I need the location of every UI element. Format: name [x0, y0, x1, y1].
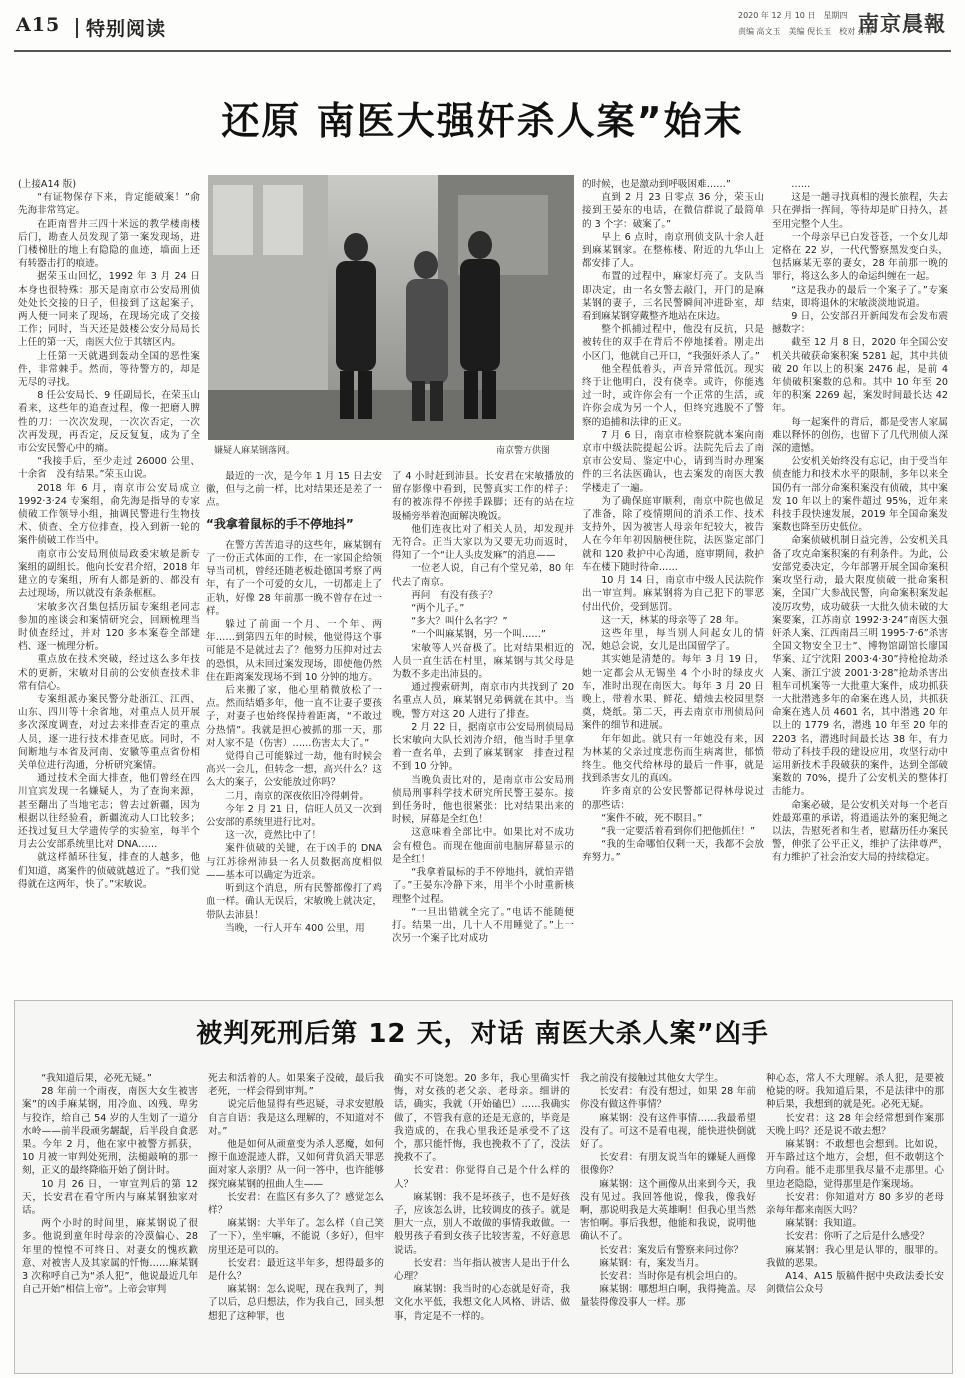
paragraph: 8 任公安局长、9 任副局长，在荣玉山看来，这些年的追查过程，像一把磨人脾性的刀：一次次发现，一次次否定，一次次再发现，再否定，反反复复，成为了全市公安民警心中的痛。	[18, 390, 200, 455]
paragraph: 10 月 14 日，南京市中级人民法院作出一审宣判。麻某钢将为自己犯下的罪恶付出代价，受到惩罚。	[582, 575, 764, 613]
header-divider	[76, 18, 78, 38]
paragraph: 这些年里，每当别人问起女儿的情况，她总会说，女儿是出国留学了。	[582, 627, 764, 653]
paragraph: 麻某钢：没有这件事情……我最希望没有了。可这不是看电视，能快进快倒就好了。	[580, 1112, 756, 1151]
paragraph: “我接手后，至少走过 26000 公里、十余省 没有结果。”荣玉山说。	[18, 456, 200, 481]
paragraph: 一个母亲早已白发苍苍，一个女儿却定格在 22 岁，一代代警察黑发变白头，包括麻某无辜的妻女，28 年前那一晚的罪行，将这么多人的命运纠缠在一起。	[772, 231, 948, 283]
paragraph: 说完后他显得有些迟疑，寻求安慰般自言自语：我是这么理解的，不知道对不对。”	[208, 1099, 384, 1137]
paragraph: 命案侦破机制日益完善，公安机关具备了攻克命案积案的有利条件。为此，公安部党委决定，今年部署开展全国命案积案攻坚行动，最大限度侦破一批命案积案，全国广大参战民警，向命案积案发起凌厉攻势，成功破获一大批久侦未破的大案要案，江苏南京 1992·3·24”南医大强奸杀人案、江西南昌三明 1995·7·6”杀害全国文物安全卫士”、博物馆副馆长廖国华案、辽宁沈阳 2003·4·30”持枪抢劫杀人案、浙江宁波 2001·3·28”抢劫杀害出租车司机案等一大批重大案件，成功抓获一大批潜逃多年的命案在逃人员，共抓获命案在逃人员 4601 名，其中潜逃 20 年以上的 1779 名，潜逃 10 年至 20 年的 2203 名，潜逃时间最长达 38 年，有力带动了科技手段的建设应用，攻坚行动中运用新技术手段破获的案件，达到全部破案数的 70%，提升了公安机关的整体打击能力。	[772, 535, 948, 798]
paragraph: 种心态，常人不大理解。杀人犯，是要被枪毙的呀。我知道后果，不是法律中的那种后果，我想到的就是死。必死无疑。	[766, 1073, 944, 1111]
paragraph: 就这样循环往复，排查的人越多，他们知道，离案件的侦破就越近了。“我们觉得就在这两年，快了。”宋敏说。	[18, 852, 200, 890]
paragraph: ……	[791, 179, 811, 190]
photo-credit: 南京警方供图	[496, 446, 551, 456]
article1-col2-body	[206, 539, 382, 935]
paragraph: 长安君：当时你是有机会坦白的。	[599, 1271, 744, 1283]
paragraph: 麻某钢：不敢想也会想到。比如说，开车路过这个地方，会想，但不敢朝这个方向看。能不走那里我尽量不走那里。心里边老隐隐，觉得那里是作案现场。	[766, 1139, 944, 1190]
paragraph: “有证物保存下来，肯定能破案！”俞先海非常笃定。	[18, 192, 200, 217]
article2-col2-body	[208, 1072, 384, 1323]
article1-column-2	[206, 470, 382, 998]
article2-column-5	[766, 1072, 944, 1368]
paragraph: “一旦出错就全完了。”电话不能随便打。结果一出，几十人不用睡觉了。”上一次另一个案子比对成功	[392, 906, 574, 945]
article1-column-4	[582, 178, 764, 998]
paragraph: 他全程低着头，声音异常低沉。现实终于让他明白，没有侥幸。或许，你能逃过一时，或许你会有一个正常的生活，或许你会成为另一个人，但终究逃脱不了警察的追捕和法律的正义。	[582, 363, 764, 428]
paragraph: 早上 6 点时，南京刑侦支队十余人赶到麻某钢家。在整栋楼、附近的九华山上都安排了人。	[582, 231, 764, 270]
paragraph: 躲过了前面一个月、一个年、两年……到第四五年的时候，他觉得这个事可能是不是就过去了？他努力压抑对过去的恐惧，从未回过案发现场，即使他仍然住在距离案发现场不到 10 分钟的地方。	[206, 619, 382, 683]
paragraph: 长安君：当年指认被害人是出于什么心理？	[394, 1257, 570, 1283]
paragraph: “多大？叫什么名字？”	[411, 616, 508, 628]
paragraph: 长安君：你觉得自己是个什么样的人？	[394, 1165, 570, 1190]
article1-col2-lead	[206, 470, 382, 510]
paragraph: 10 月 26 日，一审宣判后的第 12 天，长安君在看守所内与麻某钢独家对话。	[22, 1178, 198, 1217]
paragraph: 当晚，一行人开车 400 公里，用	[225, 922, 365, 934]
interview-headline: 被判死刑后第 12 天，对话 南医大杀人案”凶手	[196, 1019, 769, 1049]
paragraph: 这意味着全部比中。如果比对不成功会有橙色。而现在他面前电脑屏幕显示的是全红！	[392, 827, 574, 865]
paragraph: 2018 年 6 月，南京市公安局成立 1992·3·24 专案组，俞先海是指导的专家侦破工作领导小组，抽调民警进行生物技术、侦查、全方位排查，投入到新一轮的案件侦破工作当中。	[18, 482, 200, 547]
paragraph: 今年 2 月 21 日，信旺人员又一次到公安部的系统里进行比对。	[206, 803, 382, 829]
paragraph: 二月，南京的深夜依旧冷得刺骨。	[225, 790, 370, 802]
paragraph: 当晚负责比对的，是南京市公安局刑侦局刑事科学技术研究所民警王晏东。接到任务时，他也很紧张：比对结果出来的时候，屏幕是全红色！	[392, 774, 574, 826]
page-header	[0, 0, 965, 54]
article1-column-1	[18, 178, 200, 998]
paragraph: 长安君：你听了之后是什么感受？	[785, 1231, 930, 1243]
paragraph: 了 4 小时赶到沛县。长安君在宋敏播放的留存影像中看到，民警真实工作的样子：有的被冻得不停搓手跺脚；还有的站在垃圾桶旁举着泡面解决晚饭。	[392, 471, 574, 522]
main-headline: 还原 南医大强奸杀人案”始末	[221, 99, 744, 143]
article2-col1-body	[22, 1072, 198, 1296]
paragraph: “案件不破，死不瞑目。”	[601, 812, 703, 824]
paragraph: 麻某钢：怎么说呢，现在我判了，判了以后，总归想法，作为我自己，回头想想犯了这种罪，也	[208, 1284, 384, 1322]
paragraph: 长安君：有没有想过，如果 28 年前你没有做这件事情？	[580, 1086, 756, 1111]
paragraph: 长安君：在监区有多久了？感觉怎么样？	[208, 1191, 384, 1217]
paragraph: 许多南京的公安民警都记得林母说过的那些话：	[582, 786, 764, 811]
article2-col3-body	[394, 1072, 570, 1323]
paragraph: “这是我办的最后一个案子了。”专案结束，即将退休的宋敏淡淡地说道。	[772, 284, 948, 309]
paragraph: 2 月 22 日，据南京市公安局刑侦局局长宋敏向大队长刘涛介绍，他当时手里拿着一查名单，去到了麻某钢家 排查过程不到 10 分钟。	[392, 721, 574, 773]
paragraph: 宋敏多次召集包括历届专案组老同志参加的座谈会和案情研究会，回顾梳理当时侦查经过，并对 120 多本案卷全部建档、逐一梳理分析。	[18, 601, 200, 653]
paragraph: 麻某钢：我知道。	[785, 1218, 862, 1230]
paragraph: 长安君：最近这半年多，想得最多的是什么？	[208, 1257, 384, 1283]
article1-col3-body	[392, 470, 574, 945]
newspaper-logo: 南京晨報	[858, 11, 946, 36]
issue-date: 2020 年 12 月 10 日 星期四	[738, 11, 848, 20]
paragraph: 后来搬了家，他心里稍微放松了一点。然而结婚多年，他一直不让妻子要孩子，对妻子也始终保持着距离，“不敢过分热情”。我就是担心被抓的那一天，那对人家不是（伤害）……伤害太大了。”	[206, 685, 382, 749]
paragraph: 年年如此。就只有一年她没有来，因为林某的父亲过度悲伤而生病离世，郁愤终生。他交代给林母的最后一件事，就是找到杀害女儿的真凶。	[582, 733, 764, 785]
paragraph: 据荣玉山回忆，1992 年 3 月 24 日本身也很特殊：那天是南京市公安局刑侦处处长交接的日子，但接到了这起案子，两人便一同来了现场，在现场完成了交接工作；同时，当天还是鼓楼公安分局局长上任的第一天，南医大位于其辖区内。	[18, 271, 200, 349]
paragraph: A14、A15 版稿件据中央政法委长安剑微信公众号	[766, 1271, 944, 1296]
paragraph: 这一次，竟然比中了！	[225, 830, 322, 842]
paragraph: 麻某钢：有，案发当月。	[599, 1257, 705, 1269]
paragraph: 整个抓捕过程中，他没有反抗，只是被转住的双手在背后不停地揉着。刚走出小区门，他就自己开口，“我强奸杀人了。”	[582, 324, 764, 362]
paragraph: 听到这个消息，所有民警都像打了鸡血一样。确认无误后，宋敏晚上就决定，带队去沛县！	[206, 883, 382, 921]
paragraph: 长安君：你知道对方 80 多岁的老母亲每年都来南医大吗？	[766, 1191, 944, 1217]
paragraph: 麻某钢：哪想坦白啊，我得掩盖。尽量装得像没事人一样。那	[580, 1284, 756, 1309]
paragraph: 公安机关始终没有忘记，由于受当年侦查能力和技术水平的限制，多年以来全国仍有一部分命案积案没有侦破，其中案发 10 年以上的案件超过 95%，近年来科技手段快速发展，2019 年全国命案发案数也降至历史低位。	[772, 456, 948, 534]
paragraph: “我知道后果，必死无疑。”	[41, 1073, 152, 1084]
article2-column-2	[208, 1072, 384, 1368]
paragraph: 麻某钢：大半年了。怎么样（自己笑了一下），坐牢嘛，不能说（多好），但牢房里还是可以的。	[208, 1218, 384, 1256]
article2-column-4	[580, 1072, 756, 1368]
paragraph: 我之前没有接触过其他女大学生。	[580, 1073, 724, 1084]
paragraph: 南京市公安局刑侦局政委宋敏是新专案组的副组长。他向长安君介绍，2018 年建立的专案组，所有人都是新的、都没有去过现场，所以就没有条条框框。	[18, 548, 200, 600]
paragraph: 为了确保庭审顺利，南京中院也做足了准备，除了疫情期间的消杀工作、技术支持外，因为被害人母亲年纪较大，被告人在今年年初因脑梗住院，法医鉴定部门就和 120 救护中心沟通，庭审期间，救护车在楼下随时待命……	[582, 495, 764, 573]
paragraph: 在距南晋井三四十米远的教学楼南楼后门，勘查人员发现了第一案发现场，进门楼梯肚的地上有隐隐的血迹，墙面上还有转器击打的痕迹。	[18, 218, 200, 270]
paragraph: 重点放在技术突破，经过这么多年技术的更新，宋敏对目前的公安侦查技术非常有信心。	[18, 654, 200, 692]
article1-col5-body	[772, 178, 948, 865]
paragraph: 7 月 6 日，南京市检察院就本案向南京市中级法院提起公诉。法院先后去了南京市公安局、鉴定中心，请到当时办理案件的三名法医确认，也去案发的南医大教学楼走了一遍。	[582, 429, 764, 494]
article2-column-3	[394, 1072, 570, 1368]
paragraph: 麻某钢：这个画像从出来到今天，我没有见过。我回答他说，像我，像我好啊，那说明我是大英雄啊！但我心里当然害怕啊。事后我想，他能和我说，说明他确认不了。	[580, 1178, 756, 1243]
article1-column-3	[392, 470, 574, 998]
paragraph: 长安君：案发后有警察来问过你？	[599, 1244, 744, 1256]
paragraph: 布置的过程中，麻家灯亮了。支队当即决定，由一名女警去敲门，开门的是麻某钢的妻子，三名民警瞬间冲进卧室，却看到麻某钢穿戴整齐地站在床边。	[582, 271, 764, 323]
paragraph: 每一起案件的背后，都是受害人家属难以释怀的创伤，也留下了几代刑侦人深深的遗憾。	[772, 416, 948, 455]
paragraph: 命案必破，是公安机关对每一个老百姓最郑重的承诺，将逍遥法外的案犯绳之以法，告慰死者和生者，慰藉历任办案民警，伸张了公平正义，维护了法律尊严，有力维护了社会治安大局的持续稳定。	[772, 799, 948, 864]
paragraph: 最近的一次，是今年 1 月 15 日去安徽，但与之前一样，比对结果还是差了一点。	[206, 471, 382, 509]
article2-col4-body	[580, 1072, 756, 1310]
paragraph: “一个叫麻某钢，另一个叫……”	[411, 629, 546, 641]
page-number: A15	[16, 14, 61, 36]
editor-credits: 责编 高文玉 美编 倪长玉 校对 孙静	[738, 27, 874, 36]
paragraph: 麻某钢：我心里是认罪的，服罪的。我做的恶果。	[766, 1244, 944, 1269]
paragraph: “我的生命哪怕仅剩一天，我都不会放弃努力。”	[582, 839, 764, 864]
article1-col1-body	[18, 178, 200, 891]
paragraph: 这一天，林某的母亲等了 28 年。	[601, 614, 745, 626]
article1-subhead: “我拿着鼠标的手不停地抖”	[206, 516, 354, 531]
paragraph: 觉得自己可能躲过一劫，他有时候会高兴一会儿，但转念一想，高兴什么？这么大的案子，公安能放过你吗？	[206, 751, 382, 789]
paragraph: 他们连夜比对了相关人员，却发现并无符合。正当大家以为又要无功而返时，得知了一个“让人头皮发麻”的消息——	[392, 523, 574, 562]
paragraph: 案件侦破的关键，在于凶手的 DNA 与江苏徐州沛县一名人员数据高度相似——基本可以确定为近亲。	[206, 843, 382, 881]
paragraph: 麻某钢：我当时的心态就是好奇，我文化水平低，我想文化人风格、讲话、做事，肯定是不一样的。	[394, 1284, 570, 1322]
paragraph: 上任第一天就遇到轰动全国的恶性案件，非常棘手。然而，等待警方的，却是无尽的寻找。	[18, 350, 200, 389]
paragraph: 直到 2 月 23 日零点 36 分，荣玉山接到王晏东的电话，在微信群说了最简单的 3 个字：破案了。”	[582, 192, 764, 230]
paragraph: “两个儿子。”	[411, 603, 465, 615]
paragraph: 的时候，也是激动到呼吸困难……”	[582, 179, 731, 190]
article2-col5-body	[766, 1072, 944, 1296]
paragraph: 在警方苦苦追寻的这些年，麻某钢有了一份正式体面的工作，在一家国企给领导当司机，曾经还随老板赴德国考察了两年，有了一个可爱的女儿，一切都走上了正轨，好像 28 年前那一晚不曾存在过一样。	[206, 539, 382, 617]
news-photo	[208, 175, 574, 440]
paragraph: 9 日，公安部召开新闻发布会发布震撼数字：	[772, 311, 948, 336]
paragraph: 宋敏等人兴奋极了。比对结果相近的人员一直生活在村里，麻某钢与其父母是为数不多走出沛县的。	[392, 642, 574, 681]
paragraph: 再问 有没有孩子？	[411, 589, 498, 601]
paragraph: 通过搜索研判，南京市内共找到了 20 名重点人员，麻某钢兄弟俩就在其中。当晚，警方对这 20 人进行了排查。	[392, 682, 574, 720]
paragraph: (上接A14 版)	[18, 179, 77, 190]
paragraph: 长安君：这 28 年会经常想到作案那天晚上吗？还是说不敢去想？	[766, 1112, 944, 1137]
paragraph: 死去和活着的人。如果案子没破，最后我老死，一样会得到审判。”	[208, 1073, 384, 1098]
paragraph: “我拿着鼠标的手不停地抖，就怕弄错了。”王晏东冷静下来，用半个小时重新核理整个过程。	[392, 867, 574, 905]
paragraph: 这是一趟寻找真相的漫长旅程，失去只在弹指一挥间，等待却是旷日持久，甚至用完整个人生。	[772, 192, 948, 230]
paragraph: 截至 12 月 8 日，2020 年全国公安机关共破获命案积案 5281 起，其中共侦破 20 年以上的积案 2476 起，是前 4 年侦破积案数的总和。其中 10 年至 20 年的积案 2269 起，案发时间最长达 42 年。	[772, 337, 948, 415]
article1-column-5	[772, 178, 948, 998]
paragraph: 专案组派办案民警分赴浙江、江西、山东、四川等十余省地，对重点人员开展多次深度调查，对过去来排查否定的重点人员，逐一进行技术排查见底。同时，不间断地与本省及河南、安徽等重点省份相关单位进行沟通，分析研究案情。	[18, 693, 200, 771]
paragraph: 其实她是清楚的。每年 3 月 19 日，她一定都会从无锡坐 4 个小时的绿皮火车，准时出现在南医大。每年 3 月 20 日晚上，带着水果、鲜花、蜡烛去校园里祭奠，烧纸。第二天，再去南京市刑侦局问案件的细节和进展。	[582, 654, 764, 732]
paragraph: 确实不可饶恕。20 多年，我心里确实忏悔，对女孩的老父亲、老母亲。细讲的话，确实，我就（开始磕巴）……我确实做了，不管我有意的还是无意的，毕竟是我造成的，在我心里我还是承受不了这个，那只能忏悔，我也挽救不了了，没法挽救不了。	[394, 1073, 570, 1164]
paragraph: 一位老人说，自己有个堂兄弟，80 年代去了南京。	[392, 563, 574, 588]
article2-column-1	[22, 1072, 198, 1368]
paragraph: 他是如何从顽童变为杀人恶魔，如何擦干血迹混迹人群，又如何背负滔天罪恶面对家人亲朋？从一问一答中，也许能够探究麻某钢的扭曲人生——	[208, 1139, 384, 1190]
article1-col4-body	[582, 178, 764, 865]
paragraph: “我一定要活着看到你们把他抓住！”	[601, 825, 756, 837]
header-rule	[14, 50, 951, 52]
photo-caption: 嫌疑人麻某钢落网。	[214, 446, 296, 456]
paragraph: 麻某钢：我不是坏孩子，也不是好孩子，应该怎么讲，比较调皮的孩子。就是胆大一点，别人不敢做的事情我敢做。一般男孩子看到女孩子比较害羞，不好意思说话。	[394, 1191, 570, 1256]
paragraph: 长安君：有朋友说当年的嫌疑人画像很像你？	[580, 1152, 756, 1177]
paragraph: 28 年前一个雨夜，南医大女生被害案”的凶手麻某钢，用冷血、凶残、卑劣与狡诈，给自己 54 岁的人生划了一道分水岭——前半段顽劣龌龊，后半段自食恶果。今年 2 月，他在家中被警方抓获，10 月被一审判处死刑，法槌敲响的那一刻，正义的最终降临开始了倒计时。	[22, 1086, 198, 1177]
section-title: 特别阅读	[86, 18, 167, 40]
paragraph: 通过技术全面大排查，他们曾经在四川宜宾发现一名嫌疑人，为了查询来源，甚至翻出了当地宅志；曾去过新疆，因为根据以往经验看，新疆流动人口比较多；还找过复旦大学遗传学的实验室，每半个月去公安部系统里比对 DNA……	[18, 773, 200, 851]
photo-illustration	[208, 175, 574, 440]
paragraph: 两个小时的时间里，麻某钢说了很多。他说到童年时母亲的冷漠偏心、28 年里的惶惶不可终日、对妻女的愧疚歉意、对被害人及其家属的忏悔……麻某钢 3 次称呼自己为“杀人犯”，他说最近几年自己开始“相信上帝”。上帝会审判	[22, 1218, 198, 1296]
